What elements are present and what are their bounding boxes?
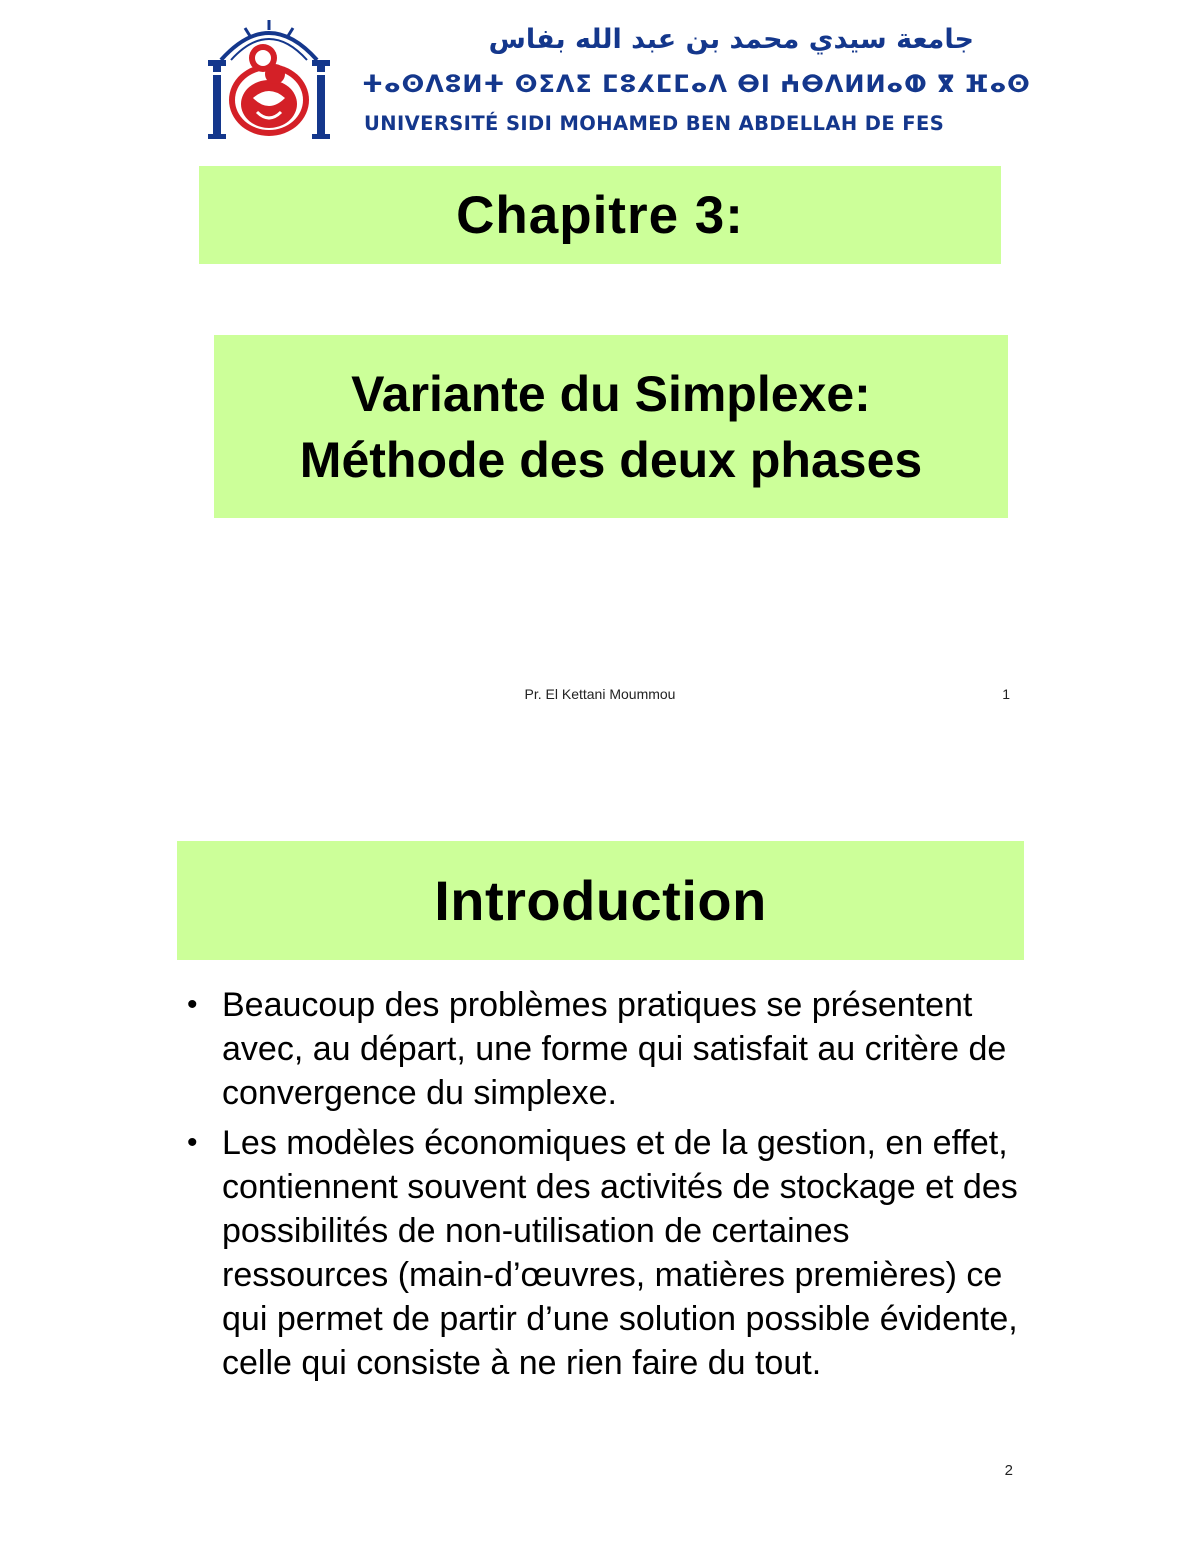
chapter-subtitle-line-1: Variante du Simplexe: [351,365,871,422]
university-name-arabic: جامعة سيدي محمد بن عبد الله بفاس [488,24,974,55]
bullet-text: Beaucoup des problèmes pratiques se présentent avec, au départ, une forme qui satisfait au critère de convergence du simplexe. [222,986,1007,1112]
chapter-subtitle-line-2: Méthode des deux phases [299,431,923,488]
section-title-box [177,841,1024,960]
bullet-icon: • [187,988,198,1021]
list-item [183,983,1023,1115]
page-number: 1 [1002,686,1010,702]
university-name-tifinagh: ⵜⴰⵙⴷⵓⵍⵜ ⵙⵉⴷⵉ ⵎⵓⵃⵎⵎⴰⴷ ⴱⵏ ⵄⴱⴷⵍⵍⴰⵀ ⴳ ⴼⴰⵙ [362,70,1031,98]
chapter-title: Chapitre 3: [456,185,744,245]
bullet-icon: • [187,1126,198,1159]
list-item [183,1121,1023,1385]
bullet-text: Les modèles économiques et de la gestion, en effet, contiennent souvent des activités de stockage et des possibilités de non-utilisation de certaines ressources (main-d’œuvres, matières premières) ce qui permet de partir d’une solution possible évidente, celle qui consiste à ne rien faire du tout. [222,1124,1018,1382]
bullet-list [183,983,1023,1391]
university-crest-icon [205,14,335,144]
author-footer: Pr. El Kettani Moummou [524,686,676,702]
university-name-latin: UNIVERSITÉ SIDI MOHAMED BEN ABDELLAH DE FES [364,112,945,135]
chapter-title-box [199,166,1001,264]
chapter-subtitle-box [214,335,1008,518]
page-number: 2 [1004,1462,1013,1479]
section-title: Introduction [434,869,767,932]
